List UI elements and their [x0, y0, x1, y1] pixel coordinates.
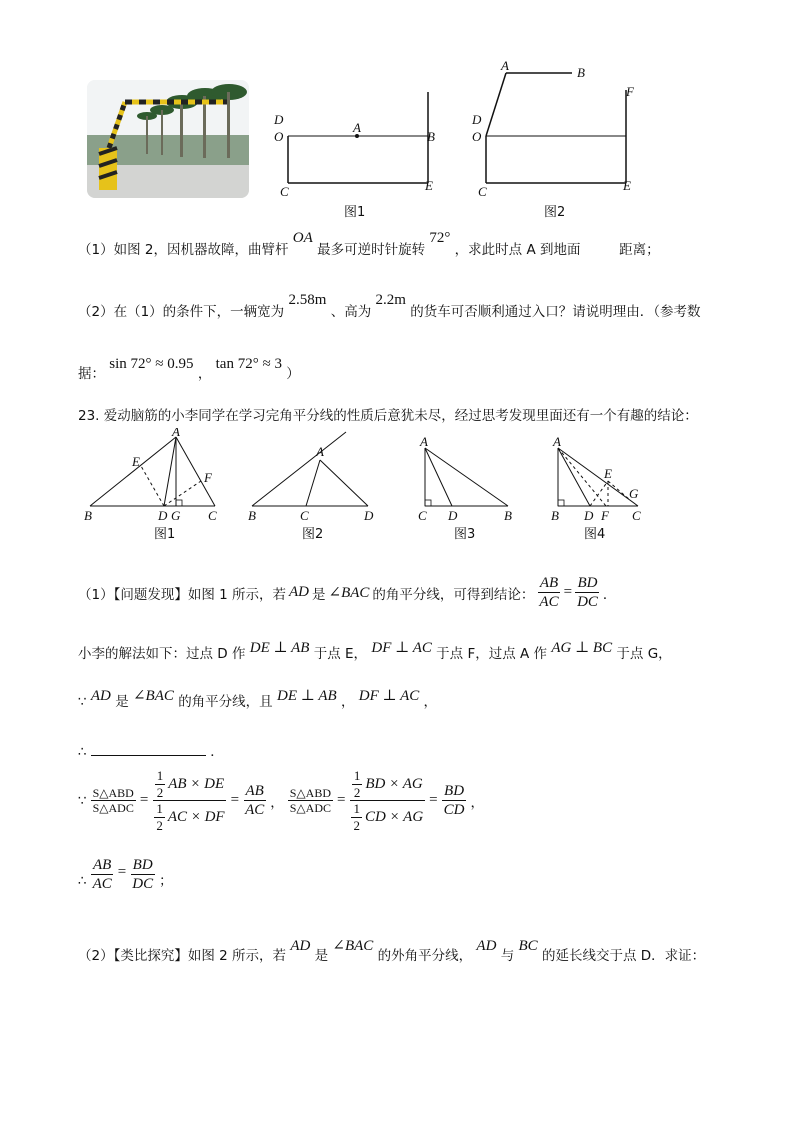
label-c: C: [478, 184, 487, 199]
label-o: O: [274, 129, 284, 144]
svg-text:F: F: [601, 508, 609, 523]
label-d: D: [274, 112, 284, 127]
label-o: O: [472, 129, 482, 144]
answer-blank[interactable]: [91, 741, 206, 756]
svg-text:图2: 图2: [302, 527, 324, 542]
svg-text:B: B: [504, 508, 512, 523]
svg-text:图1: 图1: [154, 527, 176, 542]
svg-text:G: G: [629, 486, 639, 501]
svg-text:E: E: [132, 454, 140, 469]
q23-figure-3: [418, 434, 512, 542]
q23-conclusion: ∴ $\frac{AB}{AC}$ = $\frac{BD}{DC}$ ；: [78, 857, 173, 892]
q23-part2-analogy: （2）【类比探究】如图 2 所示，若 AD 是 ∠BAC 的外角平分线， AD 与 BC 的延长线交于点 D．求证：: [78, 938, 706, 964]
label-f: F: [626, 84, 634, 99]
q23-area-ratio: ∵ $\frac{\text{S△ABD}}{\text{S△ADC}}$ = $\frac{1}{2}$ AB × DE $\frac{1}{2}$ AC × DF = $\frac{AB}{AC}$ ， $\frac{\text{S△ABD}}{\text{S△ADC}}$ = $\frac{1}{2}$ BD × AG $\frac{1}{2}$ CD × AG = $\frac{BD}{CD}$ ，: [78, 768, 484, 833]
q23-figure-2: [248, 432, 374, 542]
svg-text:A: A: [172, 428, 180, 439]
q23-solution-intro: 小李的解法如下：过点 D 作 DE ⊥ AB 于点 E， DF ⊥ AC 于点 F，过点 A 作 AG ⊥ BC 于点 G，: [78, 640, 672, 662]
svg-text:A: A: [420, 434, 428, 449]
q23-because-bisector: ∵ AD 是 ∠BAC 的角平分线，且 DE ⊥ AB ， DF ⊥ AC ，: [78, 688, 438, 710]
label-b: B: [427, 129, 435, 144]
svg-text:图3: 图3: [454, 527, 476, 542]
q23-figure-1: [84, 428, 217, 542]
q22-reference-data: 据： sin 72° ≈ 0.95 ， tan 72° ≈ 3 ）: [78, 356, 300, 382]
svg-text:D: D: [158, 508, 168, 523]
label-d: D: [472, 112, 482, 127]
svg-text:B: B: [84, 508, 92, 523]
label-c: C: [280, 184, 289, 199]
figure-1-gate-diagram: [268, 88, 443, 223]
figure-2-caption: 图2: [544, 205, 566, 220]
svg-text:A: A: [553, 434, 561, 449]
svg-text:D: D: [584, 508, 594, 523]
q22-part2: （2）在（1）的条件下，一辆宽为 2.58m 、高为 2.2m 的货车可否顺利通过入口？请说明理由．（参考数: [78, 292, 701, 320]
svg-text:图4: 图4: [584, 527, 606, 542]
barrier-gate-photo: [87, 80, 249, 198]
svg-text:E: E: [604, 466, 612, 481]
svg-text:B: B: [248, 508, 256, 523]
label-e: E: [623, 178, 631, 193]
q22-part1: （1）如图 2，因机器故障，曲臂杆 OA 最多可逆时针旋转 72° ，求此时点 A 到地面 距离；: [78, 230, 660, 258]
fraction-ab-ac: $\frac{AB}{AC}$: [539, 575, 559, 610]
figure-1-caption: 图1: [344, 205, 366, 220]
svg-text:C: C: [208, 508, 217, 523]
fraction-bd-dc: $\frac{BD}{DC}$: [577, 575, 598, 610]
label-a: A: [501, 58, 509, 73]
label-b: B: [577, 65, 585, 80]
q23-figures: [80, 428, 660, 543]
svg-text:C: C: [632, 508, 641, 523]
label-a: A: [353, 120, 361, 135]
svg-text:A: A: [316, 444, 324, 459]
svg-text:B: B: [551, 508, 559, 523]
svg-text:D: D: [448, 508, 458, 523]
q23-figure-4: [551, 434, 641, 542]
svg-text:D: D: [364, 508, 374, 523]
q23-therefore-blank: ∴ ．: [78, 740, 224, 760]
figure-2-gate-diagram: [468, 58, 648, 223]
q23-part1-discovery: （1）【问题发现】如图 1 所示，若 AD 是 ∠BAC 的角平分线，可得到结论： $\frac{AB}{AC}$ = $\frac{BD}{DC}$ ．: [78, 575, 617, 610]
svg-text:C: C: [418, 508, 427, 523]
svg-text:C: C: [300, 508, 309, 523]
svg-text:G: G: [171, 508, 181, 523]
label-e: E: [425, 178, 433, 193]
q23-title: 23. 爱动脑筋的小李同学在学习完角平分线的性质后意犹未尽，经过思考发现里面还有一个有趣的结论：: [78, 408, 698, 424]
svg-text:F: F: [204, 470, 212, 485]
